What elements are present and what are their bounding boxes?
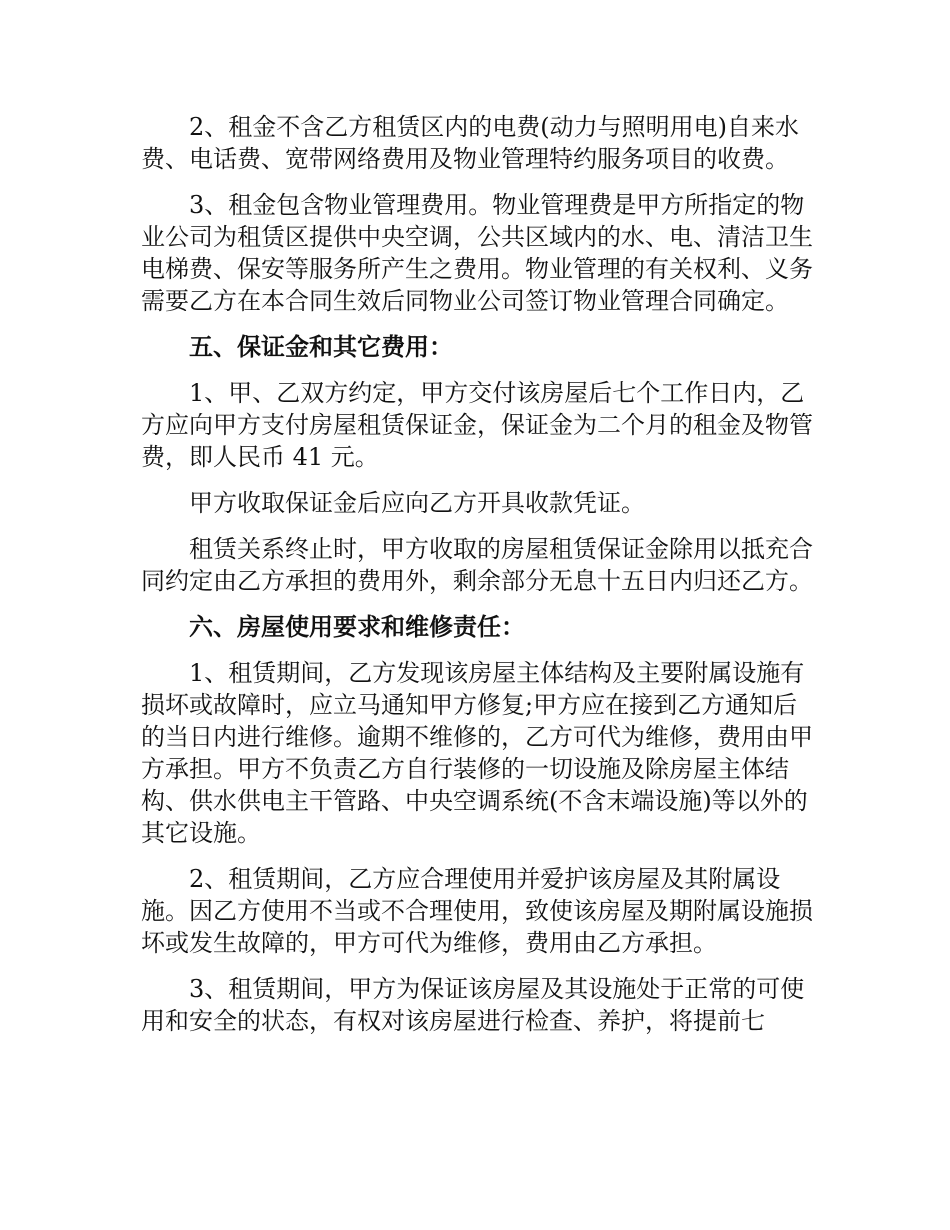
section-heading-usage-maintenance: 六、房屋使用要求和维修责任： xyxy=(189,613,525,641)
paragraph-deposit-refund: 租赁关系终止时，甲方收取的房屋租赁保证金除用以抵充合同约定由乙方承担的费用外，剩余部分无息十五日内归还乙方。 xyxy=(141,535,813,595)
paragraph-rent-exclusions: 2、租金不含乙方租赁区内的电费(动力与照明用电)自来水费、电话费、宽带网络费用及物业管理特约服务项目的收费。 xyxy=(141,113,799,173)
paragraph-deposit-receipt: 甲方收取保证金后应向乙方开具收款凭证。 xyxy=(189,489,645,517)
paragraph-inspection: 3、租赁期间，甲方为保证该房屋及其设施处于正常的可使用和安全的状态，有权对该房屋进行检查、养护，将提前七 xyxy=(141,975,805,1035)
paragraph-proper-use: 2、租赁期间，乙方应合理使用并爱护该房屋及其附属设施。因乙方使用不当或不合理使用，致使该房屋及期附属设施损坏或发生故障的，甲方可代为维修，费用由乙方承担。 xyxy=(141,865,813,957)
document-body xyxy=(141,111,813,1051)
paragraph-repair-notice: 1、租赁期间，乙方发现该房屋主体结构及主要附属设施有损坏或故障时，应立马通知甲方修复;甲方应在接到乙方通知后的当日内进行维修。逾期不维修的，乙方可代为维修，费用由甲方承担。甲方不负责乙方自行装修的一切设施及除房屋主体结构、供水供电主干管路、中央空调系统(不含末端设施)等以外的其它设施。 xyxy=(141,659,813,847)
section-heading-deposit: 五、保证金和其它费用： xyxy=(189,333,453,361)
paragraph-deposit-payment: 1、甲、乙双方约定，甲方交付该房屋后七个工作日内，乙方应向甲方支付房屋租赁保证金，保证金为二个月的租金及物管费，即人民币 41 元。 xyxy=(141,379,813,471)
paragraph-property-management-fee: 3、租金包含物业管理费用。物业管理费是甲方所指定的物业公司为租赁区提供中央空调，公共区域内的水、电、清洁卫生电梯费、保安等服务所产生之费用。物业管理的有关权利、义务需要乙方在本合同生效后同物业公司签订物业管理合同确定。 xyxy=(141,191,813,315)
